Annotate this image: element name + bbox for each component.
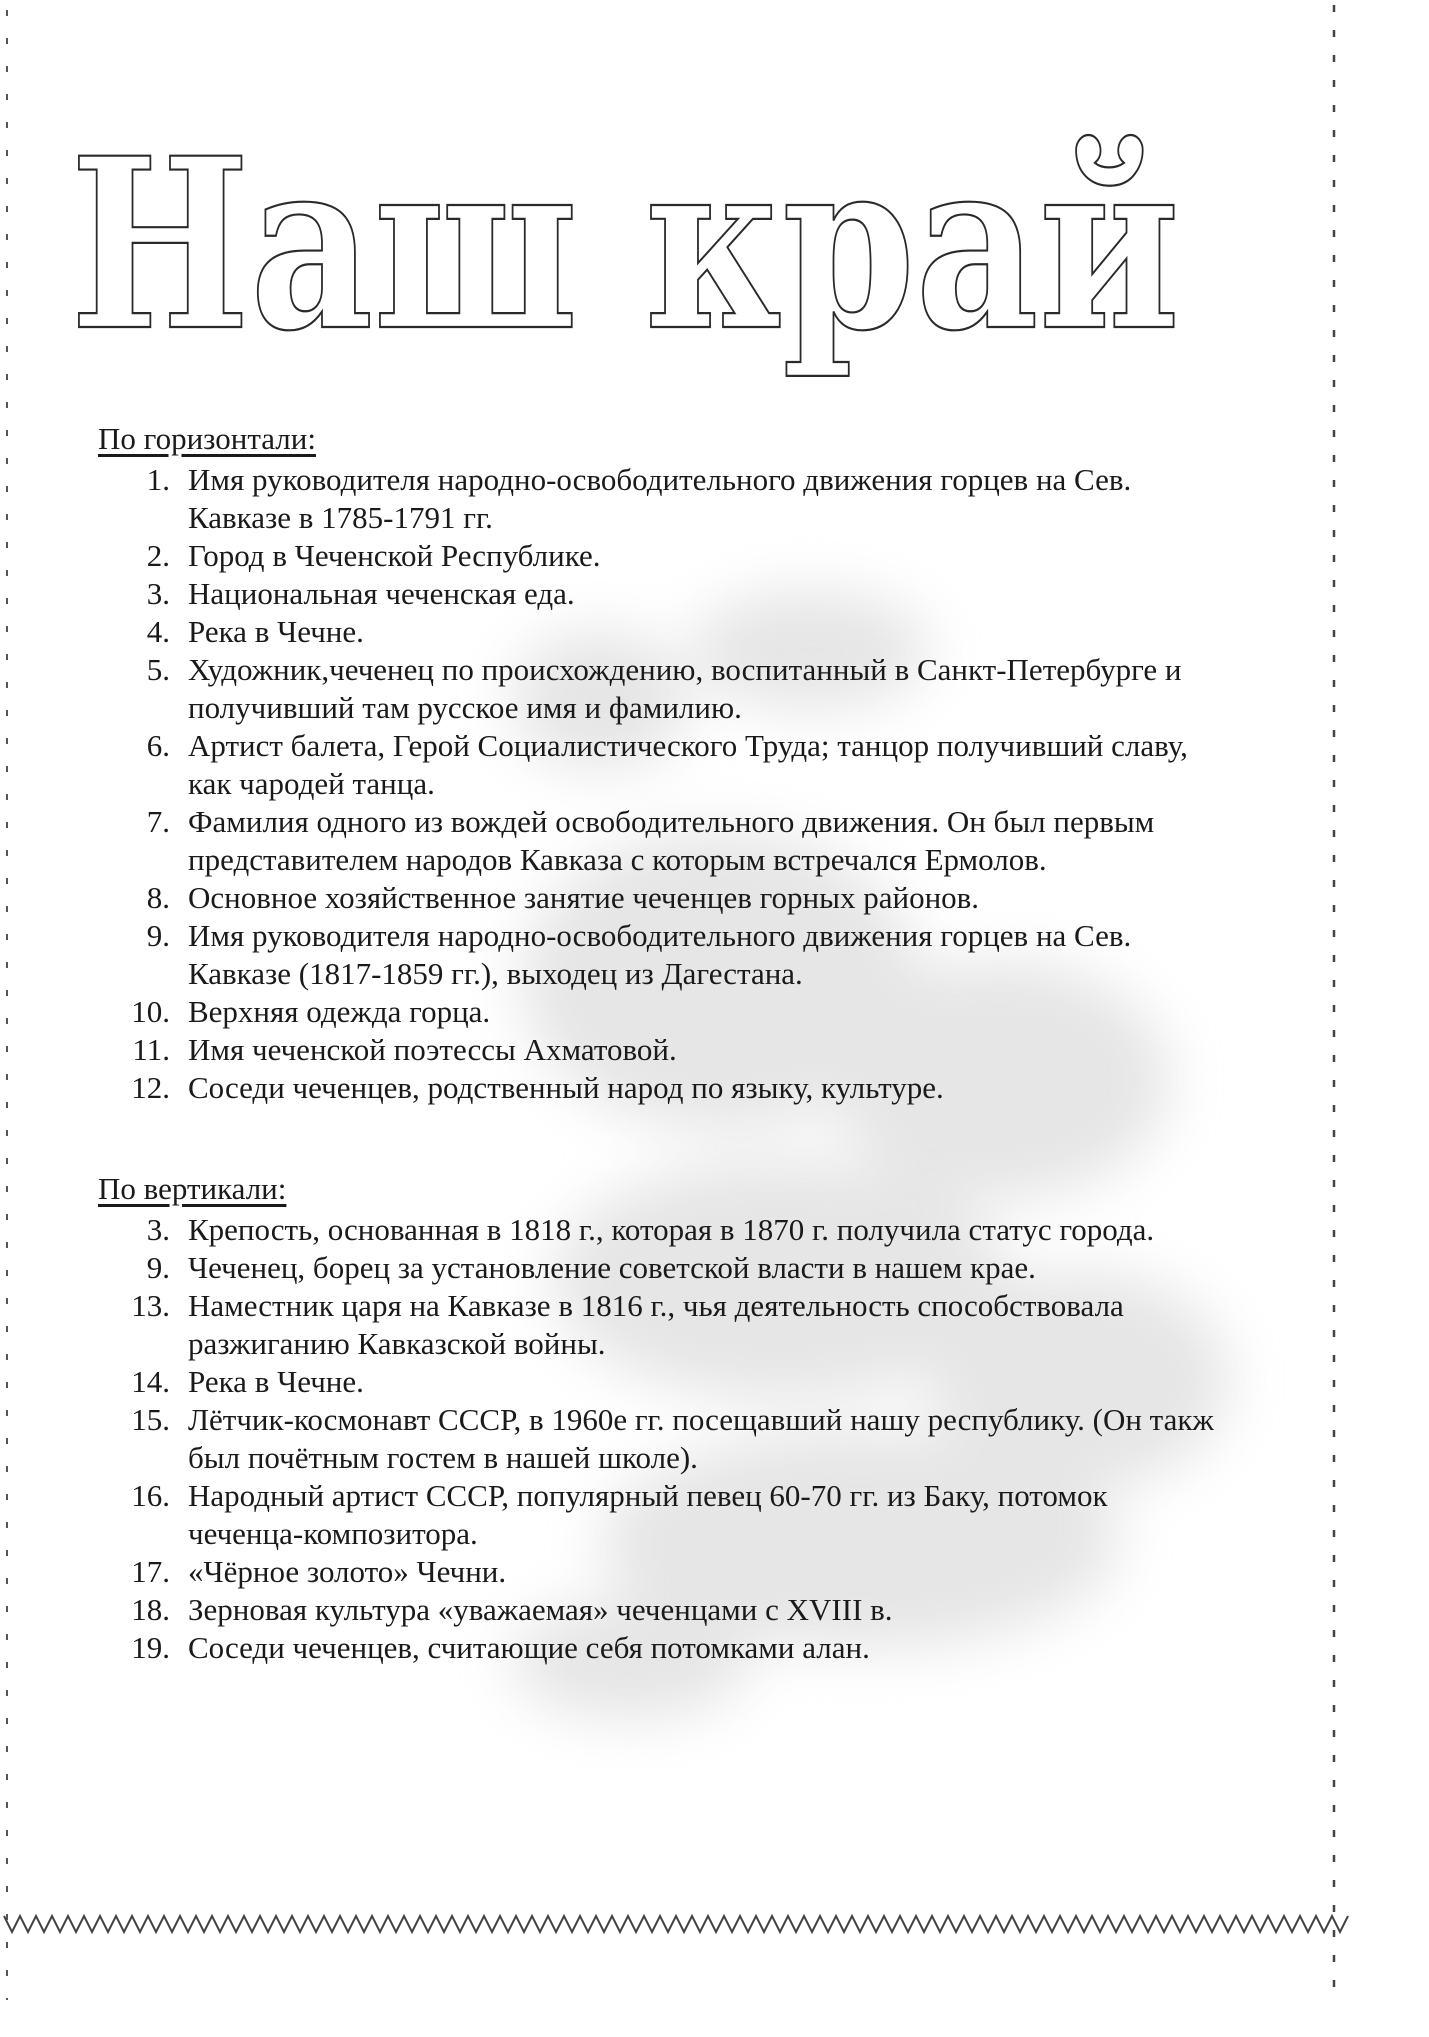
clue-line: Кавказе (1817-1859 гг.), выходец из Дагестана. (188, 956, 803, 991)
clue-text (188, 1591, 893, 1629)
clue-number: 14. (131, 1364, 170, 1399)
clue-text (188, 1211, 1154, 1249)
bottom-border (4, 1912, 1339, 1938)
clue-text (188, 651, 1182, 727)
clue-line: Соседи чеченцев, родственный народ по языку, культуре. (188, 1070, 944, 1105)
clue-text (188, 1401, 1214, 1477)
clue-number: 2. (146, 538, 170, 573)
clue-text (188, 1069, 944, 1107)
clue-text (188, 575, 575, 613)
clue-line: Зерновая культура «уважаемая» чеченцами с XVIII в. (188, 1592, 893, 1627)
clue-line: Чеченец, борец за установление советской власти в нашем крае. (188, 1250, 1036, 1285)
clue-line: Река в Чечне. (188, 1364, 364, 1399)
clue-number: 19. (131, 1630, 170, 1665)
clue-text (188, 917, 1131, 993)
clue-number: 5. (146, 652, 170, 687)
clue-number: 3. (146, 576, 170, 611)
clue-text (188, 993, 490, 1031)
clue-number: 6. (146, 728, 170, 763)
clue-line: Имя руководителя народно-освободительного движения горцев на Сев. (188, 918, 1132, 953)
clue-line: был почётным гостем в нашей школе). (188, 1440, 698, 1475)
clue-line: разжиганию Кавказской войны. (188, 1326, 606, 1361)
clue-line: представителем народов Кавказа с которым встречался Ермолов. (188, 842, 1047, 877)
clue-number: 13. (131, 1288, 170, 1323)
clue-text (188, 613, 364, 651)
clue-line: Лётчик-космонавт СССР, в 1960е гг. посещавший нашу республику. (Он такж (188, 1402, 1214, 1437)
clue-number: 17. (131, 1554, 170, 1589)
clue-line: Художник,чеченец по происхождению, воспитанный в Санкт-Петербурге и (188, 652, 1182, 687)
clue-line: Народный артист СССР, популярный певец 60-70 гг. из Баку, потомок (188, 1478, 1108, 1513)
clue-text (188, 727, 1188, 803)
clue-text (188, 1249, 1036, 1287)
clue-line: Национальная чеченская еда. (188, 576, 575, 611)
clue-line: Имя чеченской поэтессы Ахматовой. (188, 1032, 677, 1067)
clue-number: 8. (146, 880, 170, 915)
clue-line: Река в Чечне. (188, 614, 364, 649)
clue-text (188, 879, 979, 917)
clue-number: 18. (131, 1592, 170, 1627)
page-title-text: Наш край (70, 107, 1180, 383)
clue-line: Основное хозяйственное занятие чеченцев горных районов. (188, 880, 980, 915)
clue-text (188, 1553, 506, 1591)
clue-line: получивший там русское имя и фамилию. (188, 690, 742, 725)
clue-number: 3. (146, 1212, 170, 1247)
clue-line: Верхняя одежда горца. (188, 994, 491, 1029)
clue-number: 10. (131, 994, 170, 1029)
clue-number: 7. (146, 804, 170, 839)
clue-line: Имя руководителя народно-освободительного движения горцев на Сев. (188, 462, 1132, 497)
clue-line: Кавказе в 1785-1791 гг. (188, 500, 493, 535)
clue-line: Артист балета, Герой Социалистического Труда; танцор получивший славу, (188, 728, 1188, 763)
page-title (70, 107, 1200, 383)
clue-number: 9. (146, 918, 170, 953)
clue-line: чеченца-композитора. (188, 1516, 478, 1551)
clue-line: как чародей танца. (188, 766, 435, 801)
clue-number: 16. (131, 1478, 170, 1513)
clue-line: Город в Чеченской Республике. (188, 538, 601, 573)
clue-line: Крепость, основанная в 1818 г., которая в 1870 г. получила статус города. (188, 1212, 1155, 1247)
clue-text (188, 1031, 677, 1069)
clue-number: 11. (132, 1032, 170, 1067)
clue-number: 15. (131, 1402, 170, 1437)
right-border (1329, 5, 1339, 2005)
clue-text (188, 803, 1154, 879)
clue-line: «Чёрное золото» Чечни. (188, 1554, 507, 1589)
clue-line: Фамилия одного из вождей освободительного движения. Он был первым (188, 804, 1155, 839)
clue-number: 12. (131, 1070, 170, 1105)
vertical-heading: По вертикали: (98, 1171, 287, 1206)
clue-text (188, 461, 1131, 537)
clue-text (188, 537, 601, 575)
left-border (4, 10, 10, 2000)
clue-text (188, 1629, 870, 1667)
clue-text (188, 1363, 364, 1401)
clue-text (188, 1477, 1108, 1553)
clue-number: 9. (146, 1250, 170, 1285)
clue-line: Соседи чеченцев, считающие себя потомками алан. (188, 1630, 870, 1665)
clue-number: 4. (146, 614, 170, 649)
clue-number: 1. (146, 462, 170, 497)
clue-text (188, 1287, 1124, 1363)
clue-line: Наместник царя на Кавказе в 1816 г., чья деятельность способствовала (188, 1288, 1124, 1323)
horizontal-heading: По горизонтали: (98, 421, 316, 456)
